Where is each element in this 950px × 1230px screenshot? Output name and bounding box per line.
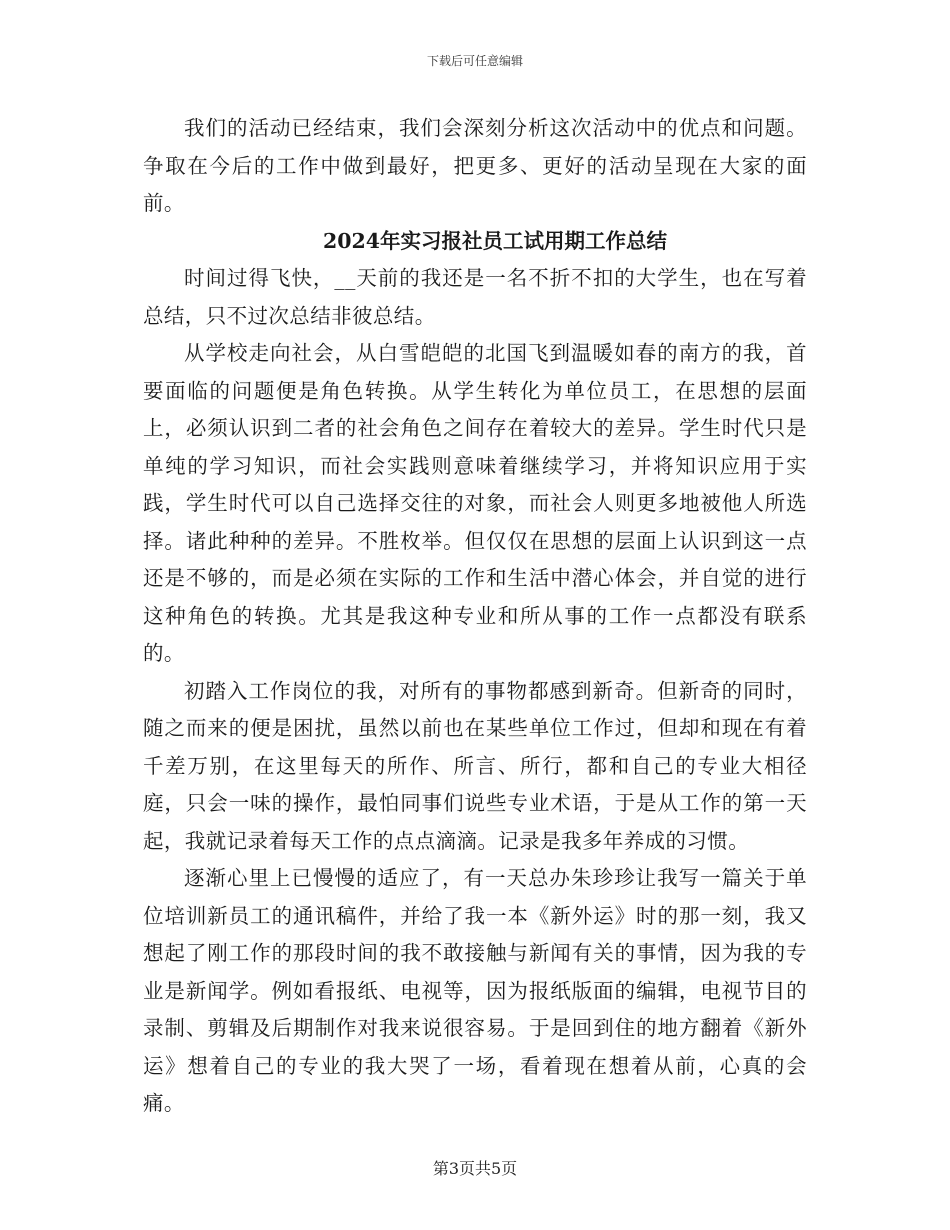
paragraph: 逐渐心里上已慢慢的适应了，有一天总办朱珍珍让我写一篇关于单位培训新员工的通讯稿件，并给了我一本《新外运》时的那一刻，我又想起了刚工作的那段时间的我不敢接触与新闻有关的事情，因为我的专业是新闻学。例如看报纸、电视等，因为报纸版面的编辑，电视节目的录制、剪辑及后期制作对我来说很容易。于是回到住的地方翻着《新外运》想着自己的专业的我大哭了一场，看着现在想着从前，心真的会痛。 — [143, 866, 807, 1115]
paragraph: 初踏入工作岗位的我，对所有的事物都感到新奇。但新奇的同时，随之而来的便是困扰，虽然以前也在某些单位工作过，但却和现在有着千差万别，在这里每天的所作、所言、所行，都和自己的专业大相径庭，只会一味的操作，最怕同事们说些专业术语，于是从工作的第一天起，我就记录着每天工作的点点滴滴。记录是我多年养成的习惯。 — [143, 678, 807, 853]
paragraph: 时间过得飞快，__天前的我还是一名不折不扣的大学生，也在写着总结，只不过次总结非彼总结。 — [143, 266, 807, 328]
page-header: 下载后可任意编辑 — [426, 54, 523, 68]
paragraph: 我们的活动已经结束，我们会深刻分析这次活动中的优点和问题。争取在今后的工作中做到最好，把更多、更好的活动呈现在大家的面前。 — [143, 116, 807, 215]
document-title: 2024年实习报社员工试用期工作总结 — [322, 228, 668, 253]
page-footer: 第3页共5页 — [432, 1159, 518, 1178]
paragraph: 从学校走向社会，从白雪皑皑的北国飞到温暖如春的南方的我，首要面临的问题便是角色转换。从学生转化为单位员工，在思想的层面上，必须认识到二者的社会角色之间存在着较大的差异。学生时代只是单纯的学习知识，而社会实践则意味着继续学习，并将知识应用于实践，学生时代可以自己选择交往的对象，而社会人则更多地被他人所选择。诸此种种的差异。不胜枚举。但仅仅在思想的层面上认识到这一点还是不够的，而是必须在实际的工作和生活中潜心体会，并自觉的进行这种角色的转换。尤其是我这种专业和所从事的工作一点都没有联系的。 — [143, 341, 807, 665]
document-body — [143, 110, 807, 1123]
